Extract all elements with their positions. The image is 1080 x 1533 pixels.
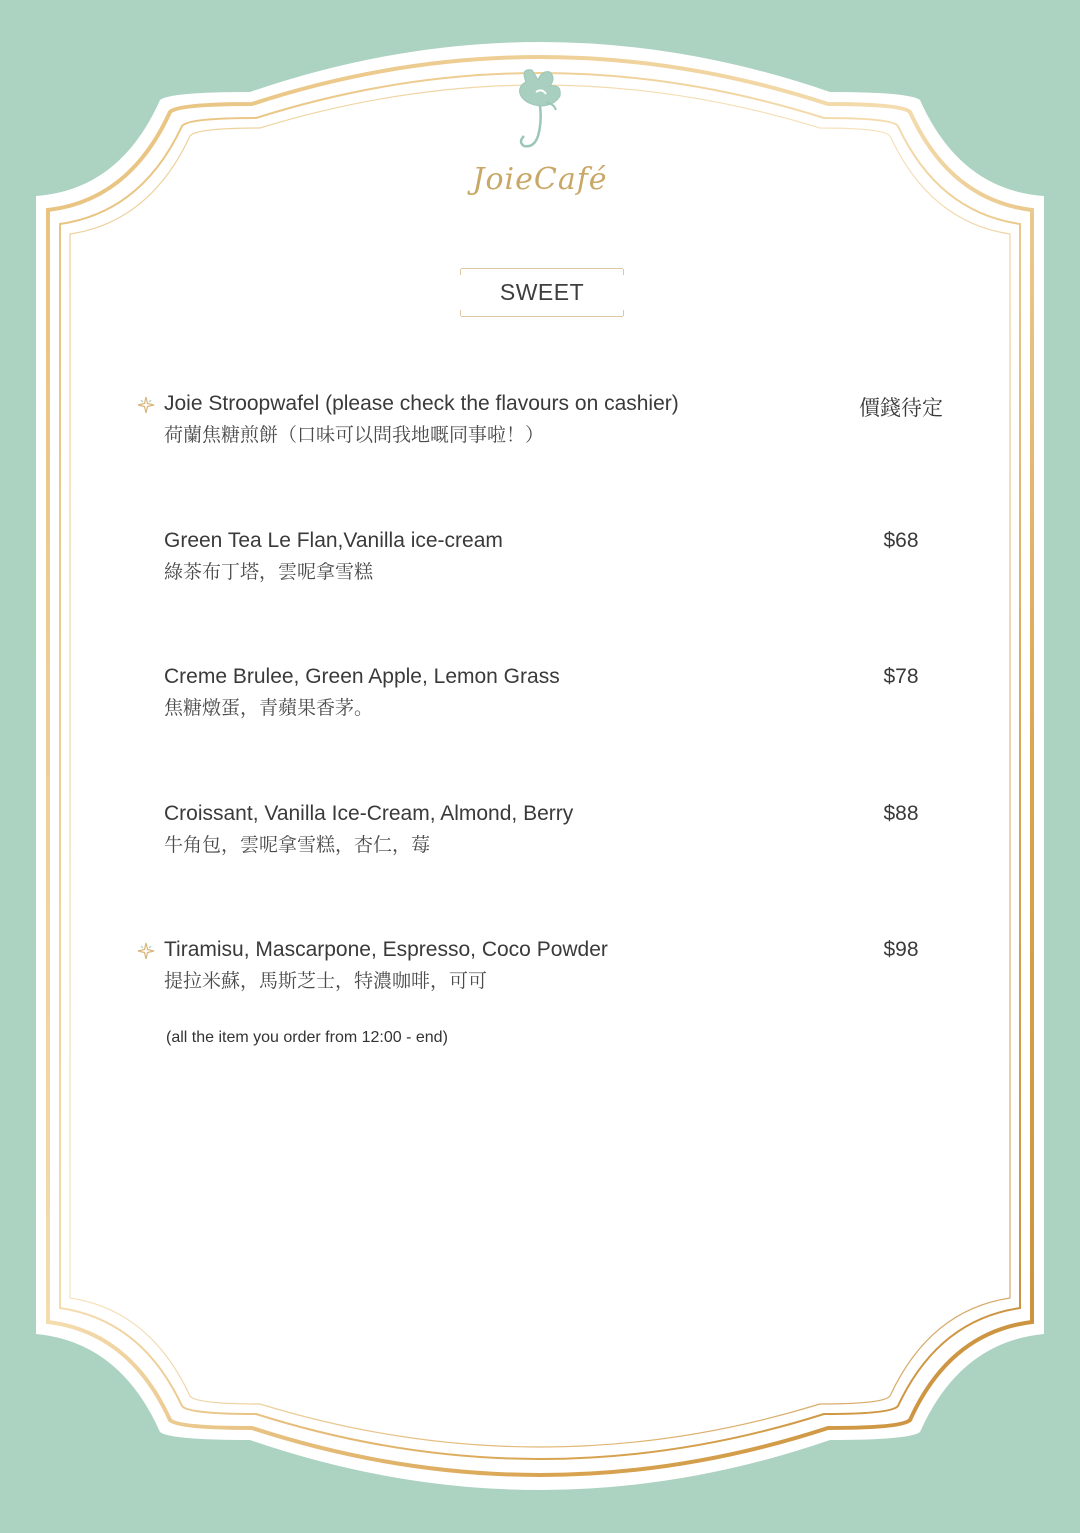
item-price: $88 xyxy=(883,802,919,825)
item-name-zh: 綠茶布丁塔，雲呢拿雪糕 xyxy=(164,561,374,583)
item-name-en: Green Tea Le Flan,Vanilla ice-cream xyxy=(164,529,503,552)
item-name-en: Creme Brulee, Green Apple, Lemon Grass xyxy=(164,665,560,688)
item-name-zh: 提拉米蘇，馬斯芝士，特濃咖啡，可可 xyxy=(164,970,488,992)
item-price: $68 xyxy=(883,529,919,552)
item-price: $78 xyxy=(883,665,919,688)
item-price: 價錢待定 xyxy=(859,397,943,420)
section-title-text: SWEET xyxy=(499,279,585,305)
sparkle-icon xyxy=(137,942,155,960)
sparkle-icon xyxy=(137,396,155,414)
item-name-zh: 牛角包，雲呢拿雪糕，杏仁，莓 xyxy=(164,834,431,856)
item-name-zh: 焦糖燉蛋，青蘋果香茅。 xyxy=(164,697,374,719)
section-title xyxy=(461,268,623,317)
paper-sheet xyxy=(36,42,1044,1490)
item-name-en: Joie Stroopwafel (please check the flavours on cashier) xyxy=(164,392,679,415)
item-name-en: Tiramisu, Mascarpone, Espresso, Coco Powder xyxy=(164,938,608,961)
brand-name: JoieCafé xyxy=(472,162,608,197)
item-name-en: Croissant, Vanilla Ice-Cream, Almond, Berry xyxy=(164,802,574,825)
item-name-zh: 荷蘭焦糖煎餅（口味可以問我地嘅同事啦！） xyxy=(164,424,545,446)
item-price: $98 xyxy=(883,938,919,961)
order-note: (all the item you order from 12:00 - end) xyxy=(166,1029,448,1046)
